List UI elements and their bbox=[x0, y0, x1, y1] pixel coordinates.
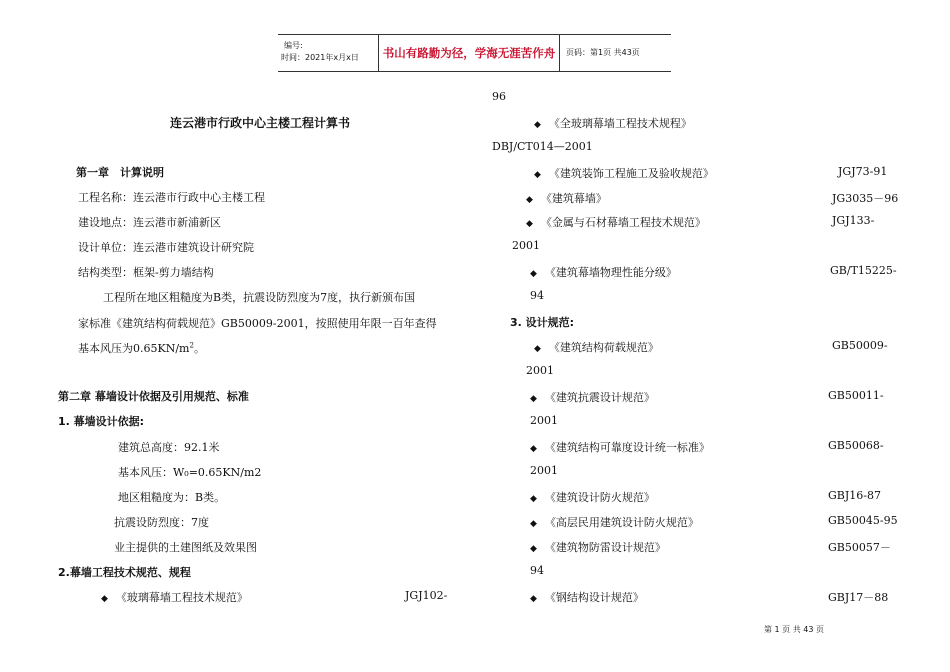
standard-year: 94 bbox=[530, 564, 544, 577]
standard-code: JGJ133- bbox=[832, 214, 875, 227]
standard-year: 94 bbox=[530, 289, 544, 302]
standard-year: 2001 bbox=[530, 464, 558, 477]
building-height: 建筑总高度：92.1米 bbox=[118, 441, 220, 454]
bullet-diamond-icon: ◆ bbox=[530, 394, 537, 404]
bullet-diamond-icon: ◆ bbox=[530, 594, 537, 604]
chapter-1-heading: 第一章 计算说明 bbox=[76, 166, 164, 179]
standard-code: JG3035－96 bbox=[832, 192, 899, 205]
bullet-diamond-icon: ◆ bbox=[530, 494, 537, 504]
basic-wind-pressure: 基本风压：W₀=0.65KN/m2 bbox=[118, 466, 262, 479]
standard-code: JGJ73-91 bbox=[838, 165, 888, 178]
structure-type: 结构类型：框架-剪力墙结构 bbox=[78, 266, 214, 279]
continued-code: 96 bbox=[492, 90, 506, 103]
standard-code: GBJ17－88 bbox=[828, 591, 889, 604]
standard-code: GB50009- bbox=[832, 339, 888, 352]
standard-item bbox=[534, 115, 692, 131]
standard-name: 《建筑物防雷设计规范》 bbox=[544, 541, 666, 554]
paragraph-line-1: 工程所在地区粗糙度为B类，抗震设防烈度为7度，执行新颁布国 bbox=[103, 291, 416, 304]
superscript: 2 bbox=[189, 341, 194, 350]
standard-code: JGJ102- bbox=[405, 589, 448, 602]
standard-name: 《建筑幕墙物理性能分级》 bbox=[544, 266, 677, 279]
page-footer: 第 1 页 共 43 页 bbox=[764, 625, 824, 634]
standard-name: 《建筑结构荷载规范》 bbox=[548, 341, 659, 354]
standard-name: 《建筑结构可靠度设计统一标准》 bbox=[544, 441, 710, 454]
standard-name: 《全玻璃幕墙工程技术规程》 bbox=[548, 117, 692, 130]
standard-item bbox=[526, 214, 706, 230]
bullet-diamond-icon: ◆ bbox=[530, 544, 537, 554]
bullet-diamond-icon: ◆ bbox=[101, 594, 108, 604]
standard-name: 《建筑幕墙》 bbox=[540, 192, 607, 205]
document-title: 连云港市行政中心主楼工程计算书 bbox=[170, 116, 351, 130]
paragraph-line-3-end: 。 bbox=[193, 342, 205, 355]
standard-code: GB50045-95 bbox=[828, 514, 898, 527]
standard-year: 2001 bbox=[512, 239, 540, 252]
bullet-diamond-icon: ◆ bbox=[530, 519, 537, 529]
standard-item bbox=[534, 165, 714, 181]
paragraph-line-2: 家标准《建筑结构荷载规范》GB50009-2001，按照使用年限一百年查得 bbox=[78, 317, 437, 330]
bullet-diamond-icon: ◆ bbox=[530, 269, 537, 279]
section-2-heading: 2.幕墙工程技术规范、规程 bbox=[58, 566, 191, 579]
standard-item bbox=[534, 339, 659, 355]
page-header bbox=[278, 34, 671, 72]
standard-name: 《玻璃幕墙工程技术规范》 bbox=[115, 591, 248, 604]
standard-code: GB50068- bbox=[828, 439, 884, 452]
standard-name: 《高层民用建筑设计防火规范》 bbox=[544, 516, 699, 529]
standard-code: GBJ16-87 bbox=[828, 489, 881, 502]
standard-code: DBJ/CT014—2001 bbox=[492, 140, 593, 153]
standard-code: GB50011- bbox=[828, 389, 884, 402]
time-label: 时间：2021年x月x日 bbox=[281, 53, 359, 62]
standard-year: 2001 bbox=[526, 364, 554, 377]
bullet-diamond-icon: ◆ bbox=[530, 444, 537, 454]
chapter-2-heading: 第二章 幕墙设计依据及引用规范、标准 bbox=[58, 390, 249, 403]
project-name: 工程名称：连云港市行政中心主楼工程 bbox=[78, 191, 265, 204]
owner-drawings: 业主提供的土建图纸及效果图 bbox=[114, 541, 257, 554]
standard-name: 《钢结构设计规范》 bbox=[544, 591, 644, 604]
standard-item bbox=[530, 264, 677, 280]
standard-item bbox=[530, 389, 655, 405]
standard-name: 《金属与石材幕墙工程技术规范》 bbox=[540, 216, 706, 229]
standard-code: GB/T15225- bbox=[830, 264, 897, 277]
paragraph-line-3-text: 基本风压为0.65KN/m bbox=[78, 342, 190, 355]
project-location: 建设地点：连云港市新浦新区 bbox=[78, 216, 221, 229]
section-3-heading: 3. 设计规范: bbox=[510, 316, 575, 329]
standard-name: 《建筑抗震设计规范》 bbox=[544, 391, 655, 404]
page-label: 页码：第1页 共43页 bbox=[566, 48, 640, 57]
standard-name: 《建筑设计防火规范》 bbox=[544, 491, 655, 504]
standard-item bbox=[526, 190, 607, 206]
standard-item bbox=[530, 514, 699, 530]
standard-item bbox=[530, 539, 666, 555]
standard-item bbox=[530, 489, 655, 505]
header-meta bbox=[278, 35, 379, 71]
paragraph-line-3 bbox=[78, 340, 205, 356]
seismic-intensity: 抗震设防烈度：7度 bbox=[114, 516, 209, 529]
bullet-diamond-icon: ◆ bbox=[526, 195, 533, 205]
motto: 书山有路勤为径，学海无涯苦作舟 bbox=[379, 35, 560, 71]
ground-roughness: 地区粗糙度为：B类。 bbox=[118, 491, 226, 504]
bullet-diamond-icon: ◆ bbox=[534, 344, 541, 354]
design-unit: 设计单位：连云港市建筑设计研究院 bbox=[78, 241, 254, 254]
standard-item bbox=[530, 589, 644, 605]
bullet-diamond-icon: ◆ bbox=[526, 219, 533, 229]
bullet-diamond-icon: ◆ bbox=[534, 170, 541, 180]
bullet-diamond-icon: ◆ bbox=[534, 120, 541, 130]
number-label: 编号: bbox=[284, 41, 303, 50]
section-1-heading: 1. 幕墙设计依据: bbox=[58, 415, 145, 428]
standard-code: GB50057－ bbox=[828, 541, 891, 554]
standard-year: 2001 bbox=[530, 414, 558, 427]
standard-item bbox=[101, 589, 248, 605]
standard-item bbox=[530, 439, 710, 455]
standard-name: 《建筑装饰工程施工及验收规范》 bbox=[548, 167, 714, 180]
